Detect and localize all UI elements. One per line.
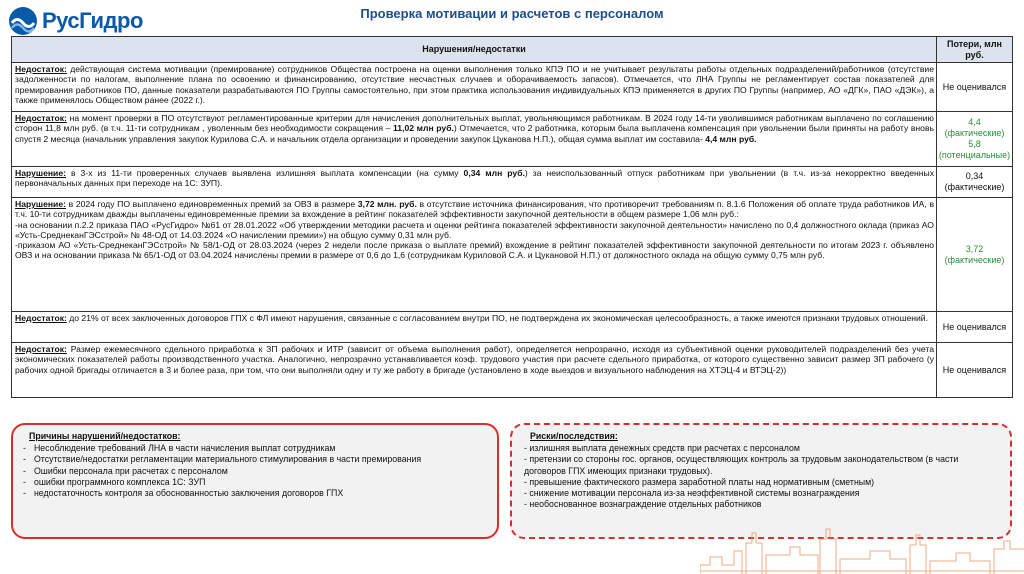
issue-amount: 3,72 млн. руб.	[357, 199, 417, 209]
column-header-issue: Нарушения/недостатки	[12, 37, 937, 63]
table-row	[12, 312, 1013, 343]
issue-amount: 4,4 млн руб.	[705, 133, 757, 144]
issue-cell	[12, 198, 937, 312]
loss-value-actual: 3,72	[965, 243, 984, 254]
risks-list	[524, 443, 1002, 510]
table-row	[12, 167, 1013, 198]
issue-type-label: Недостаток:	[15, 64, 67, 74]
causes-title: Причины нарушений/недостатков:	[29, 431, 181, 441]
issue-cell	[12, 312, 937, 343]
issue-text: ) за неиспользованный отпуск работникам при увольнении (в т.ч. из-за некорректно введенных первоначальных данных при переходе на 1С: ЗУП).	[15, 168, 935, 189]
loss-note-actual: (фактические)	[944, 128, 1005, 138]
issue-text: в отсутствие источника финансирования, что противоречит требованиям п. 8.1.6 Положения об оплате труда работников ИА, в т.ч. 10-ти сотрудникам дважды выплачены единовременные премии за вхождение в рейтинг показателей эффективности закупочной деятельности в общем размере 1,06 млн руб.:	[15, 199, 935, 220]
loss-note-actual: (фактические)	[944, 182, 1005, 192]
list-item: - Несоблюдение требований ЛНА в части начисления выплат сотрудникам	[23, 443, 336, 454]
issue-type-label: Недостаток:	[15, 344, 67, 354]
issue-type-label: Недостаток:	[15, 113, 67, 123]
issue-text: на момент проверки в ПО отсутствуют регламентированные критерии для начисления дополнительных выплат, увольняющимся работникам. В 2024 году 14-ти уволившимся работникам выплачено по соглашению сторон 11,8 млн руб. (в т.ч. 11-ти сотрудникам , уволенным без необходимости сокращения –	[15, 113, 935, 134]
page-title: Проверка мотивации и расчетов с персоналом	[360, 6, 664, 21]
list-item: - снижение мотивации персонала из-за неэффективной системы вознаграждения	[524, 488, 860, 499]
logo-text: РусГидро	[42, 8, 143, 33]
loss-value-potential: 5,8	[968, 139, 981, 149]
issue-text: действующая система мотивации (премирование) сотрудников Общества построена на оценки выполнения только КПЭ ПО и не учитывает результаты работы отдельных подразделений/работников (отсутствие задолженности по налогам, выполнение плана по освоению и финансированию, отсутствие несчастных случаев и оборачиваемость запасов). Отмечается, что ЛНА Группы не регламентирует состав показателей для премирования работников ПО, данные показатели разрабатываются ПО Группы самостоятельно, при этом практика использования индивидуальных КПЭ применяется в других ПО Группы (например, АО «ДГК», ПАО «ДЭК»), а также применялось Обществом ранее (2022 г.).	[15, 64, 934, 105]
list-item: - претензии со стороны гос. органов, осуществляющих контроль за трудовым законодательством (в части договоров ГПХ имеющих признаки трудовых).	[524, 454, 959, 476]
list-item: - ошибки программного комплекса 1С: ЗУП	[23, 476, 206, 487]
findings-table	[11, 36, 1013, 398]
loss-note-actual: (фактические)	[944, 254, 1005, 265]
loss-cell: Не оценивался	[937, 343, 1013, 398]
loss-cell: Не оценивался	[937, 63, 1013, 112]
issue-type-label: Нарушение:	[15, 199, 66, 209]
list-item: - Ошибки персонала при расчетах с персоналом	[23, 465, 228, 476]
list-item: - Отсутствие/недостатки регламентации материального стимулирования в части премирования	[23, 454, 422, 465]
list-item: - необоснованное вознаграждение отдельных работников	[524, 499, 762, 510]
risks-panel	[510, 423, 1012, 539]
causes-panel	[11, 423, 499, 539]
table-row	[12, 198, 1013, 312]
hydro-plant-skyline-icon	[700, 525, 1024, 574]
issue-cell	[12, 63, 937, 112]
loss-cell	[937, 112, 1013, 167]
list-item: - излишняя выплата денежных средств при расчетах с персоналом	[524, 443, 800, 454]
issue-text: в 2024 году ПО выплачено единовременных премий за ОВЗ в размере	[68, 199, 358, 209]
issue-type-label: Нарушение:	[15, 168, 66, 178]
issue-cell	[12, 167, 937, 198]
table-row	[12, 112, 1013, 167]
issue-cell	[12, 343, 937, 398]
issue-subpoint: -на основании п.2.2 приказа ПАО «РусГидро» №61 от 28.01.2022 «Об утверждении методики расчета и оценки рейтинга показателей эффективности закупочной деятельности» начислено по 0,4 должностного оклада (приказ АО «Усть-СреднеканГЭСстрой» № 48-ОД от 14.03.2024 «О начислении премии») на общую сумму 0,31 млн руб.	[15, 219, 934, 240]
list-item: - недостаточность контроля за обоснованностью заключения договоров ГПХ	[23, 488, 344, 499]
loss-note-potential: (потенциальные)	[938, 150, 1011, 160]
loss-value-actual: 4,4	[968, 117, 981, 127]
issue-subpoint: -приказом АО «Усть-СреднеканГЭСстрой» № 58/1-ОД от 28.03.2024 (через 2 недели после приказа о выплате премий) вхождение в рейтинг показателей эффективности закупочной деятельности по итогам 2023 г. объявлено ОВЗ и на основании приказа № 65/1-ОД от 03.04.2024 начислены премии в размере от 0,6 до 1,6 (сотрудникам Куриловой С.А. и Цукановой Н.П.) от должностного оклада на общую сумму 0,75 млн руб.	[15, 240, 934, 261]
issue-text: Размер ежемесячного сдельного приработка к ЗП рабочих и ИТР (зависит от объема выполнения работ), определяется непрозрачно, исходя из субъективной оценки руководителей подразделений без учета экономических показателей работы производственного участка. Аналогично, непрозрачно устанавливается коэф. трудового участия при расчете сдельного приработка, от которого существенно зависит размер ЗП рабочего (у рабочих одной бригады отличается в 3 и более раза, при том, что они выполняли одну и ту же работу в бригаде (установлено в ходе выездов и визуального наблюдения на ХТЭЦ-4 и ВТЭЦ-2))	[15, 344, 934, 375]
issue-cell	[12, 112, 937, 167]
issue-text: ) Отмечается, что 2 работника, которым была выплачена компенсация при увольнении были приняты на работу вновь спустя 2 месяца (начальник управления закупок Курилова С.А. и начальник отдела организации и проведении закупок Цуканова Н.П.), общая сумма выплат им составила-	[15, 123, 934, 144]
issue-amount: 0,34 млн руб.	[463, 168, 525, 178]
list-item: - превышение фактического размера заработной платы над нормативным (сметным)	[524, 476, 875, 487]
issue-amount: 11,02 млн руб.	[393, 123, 454, 134]
loss-cell	[937, 198, 1013, 312]
column-header-loss: Потери, млн руб.	[937, 37, 1013, 63]
table-row	[12, 343, 1013, 398]
issue-text: до 21% от всех заключенных договоров ГПХ с ФЛ имеют нарушения, связанные с согласованием внутри ПО, не подтверждена их экономическая целесообразность, а также имеются признаки трудовых отношений.	[69, 313, 928, 323]
risks-title: Риски/последствия:	[530, 431, 618, 441]
issue-text: в 3-х из 11-ти проверенных случаев выявлена излишняя выплата компенсации (на сумму	[70, 168, 464, 178]
loss-cell	[937, 167, 1013, 198]
table-header-row	[12, 37, 1013, 63]
table-row	[12, 63, 1013, 112]
loss-cell: Не оценивался	[937, 312, 1013, 343]
causes-list	[23, 443, 489, 499]
issue-type-label: Недостаток:	[15, 313, 67, 323]
loss-value-actual: 0,34	[965, 171, 984, 181]
